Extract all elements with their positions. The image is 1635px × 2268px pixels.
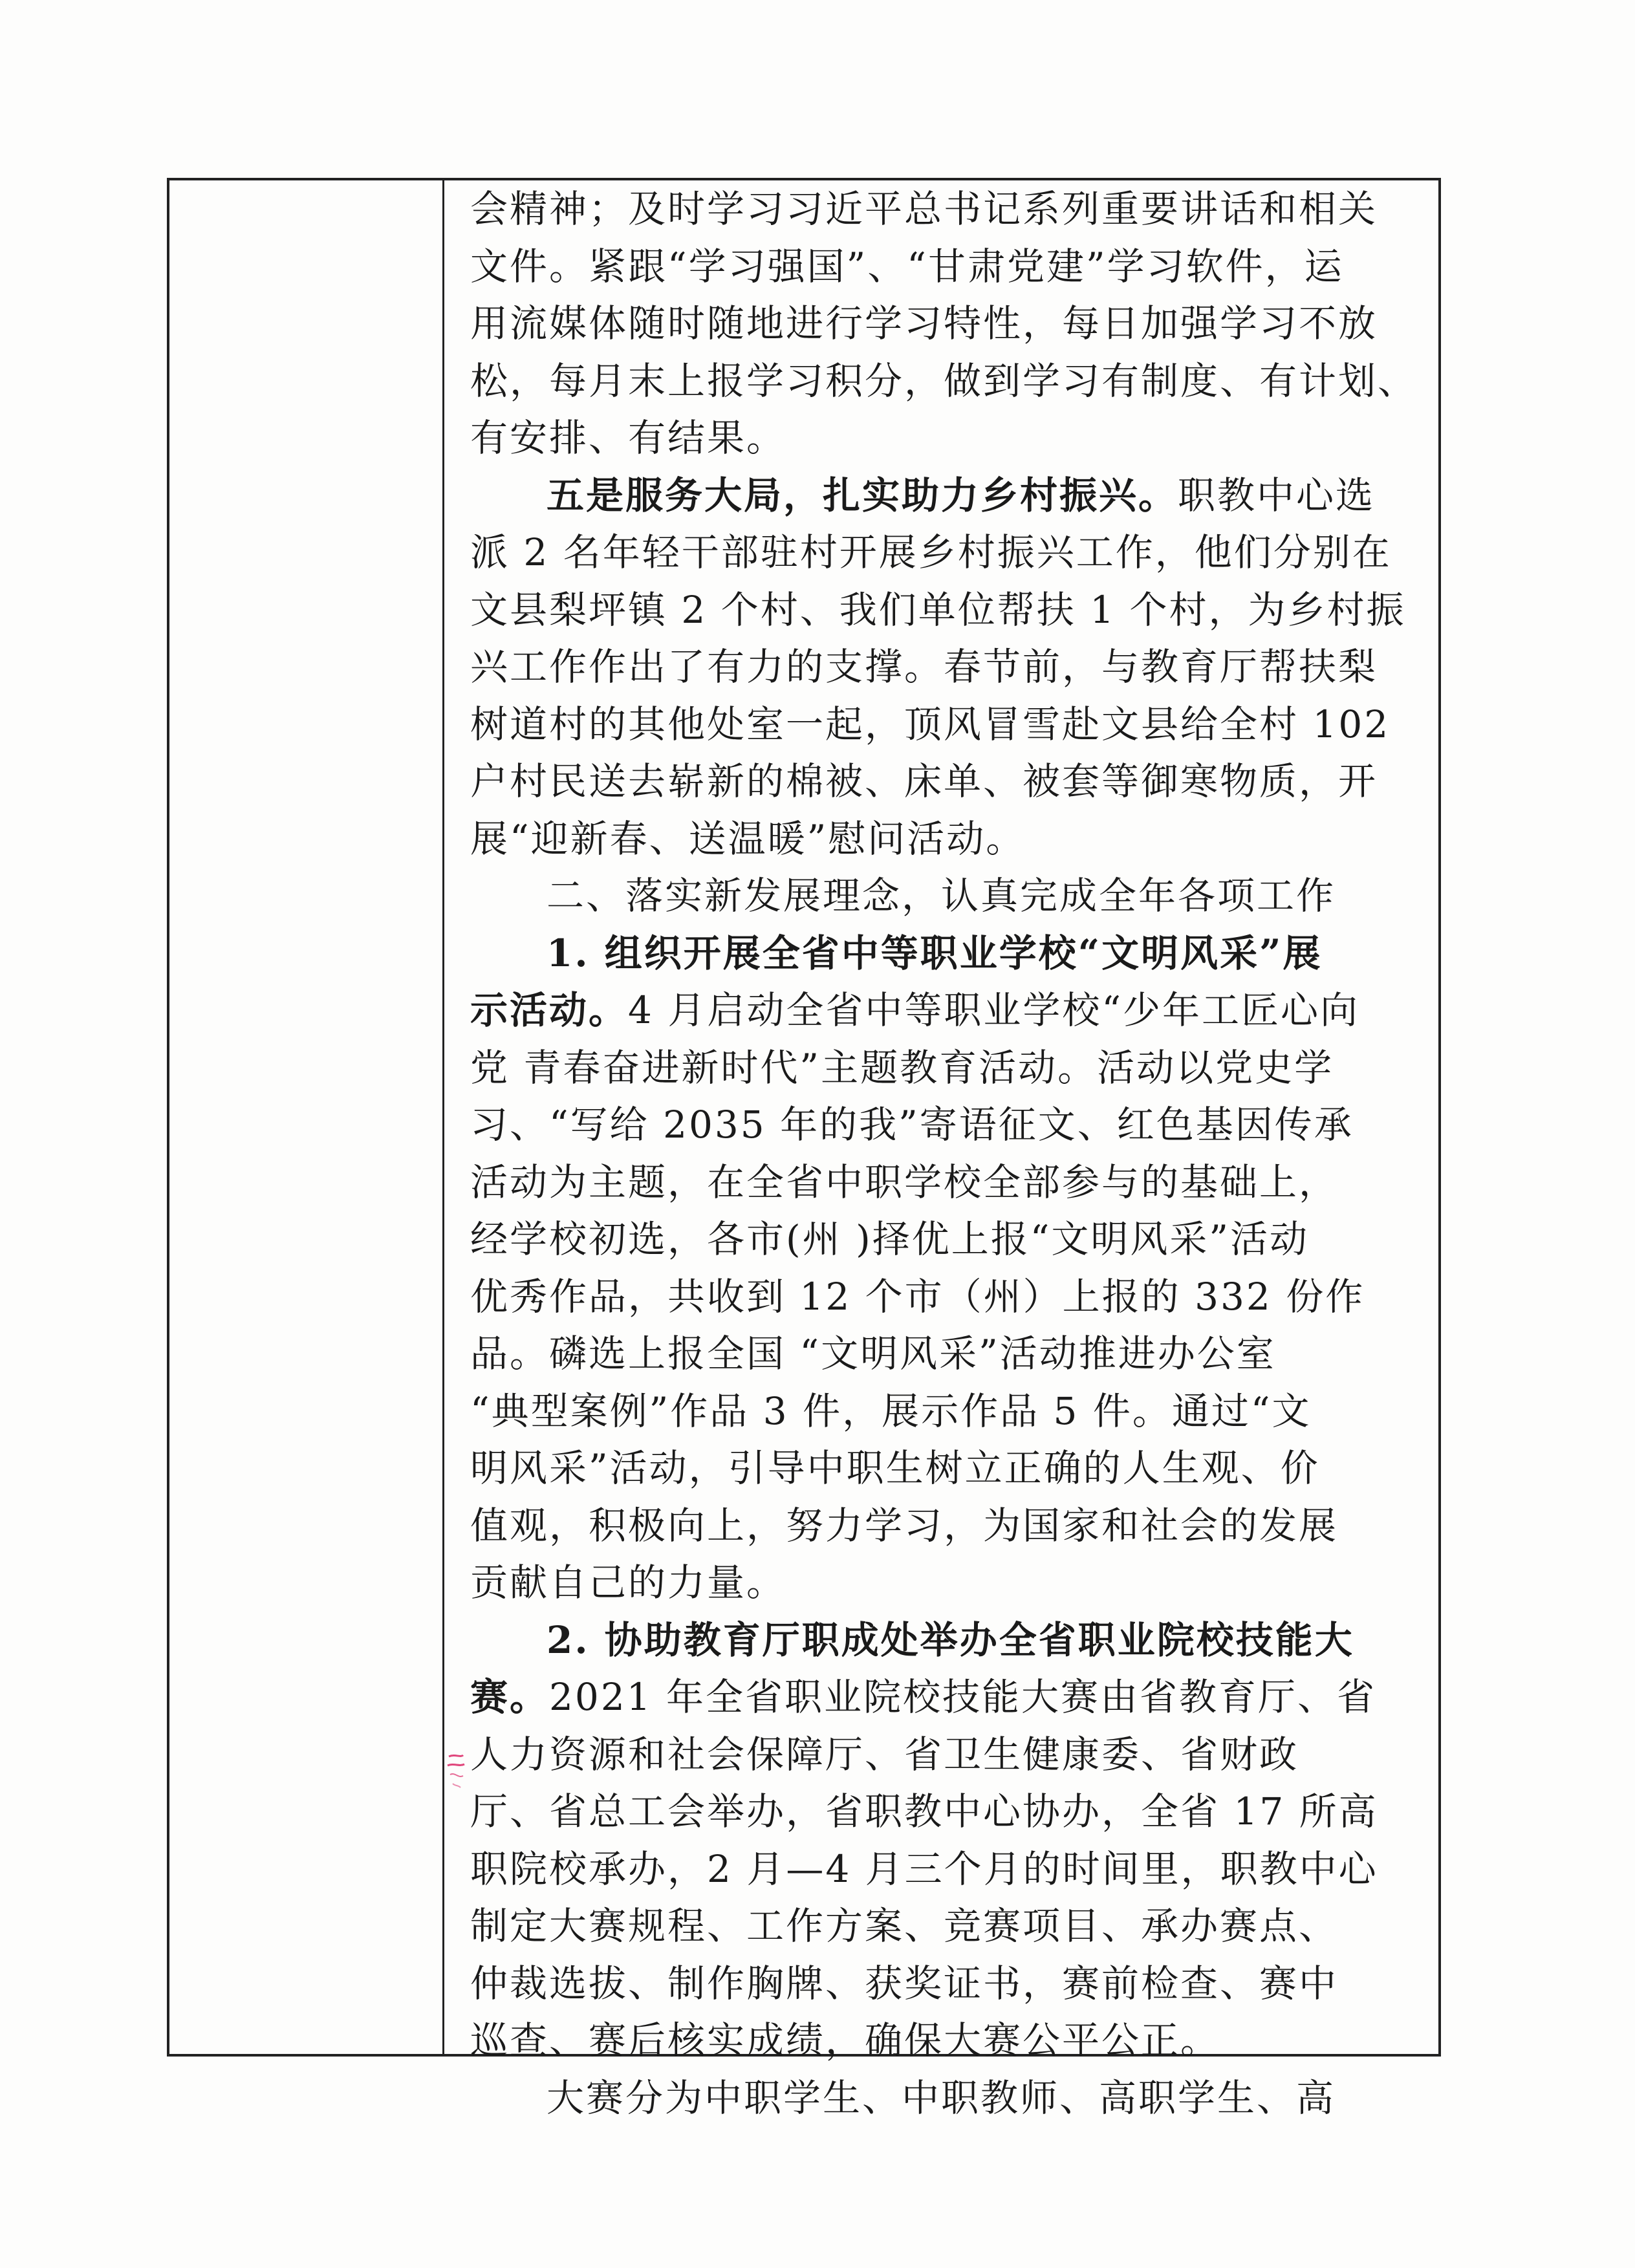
table-content-column xyxy=(444,180,1438,2120)
text-line: 人力资源和社会保障厅、省卫生健康委、省财政 xyxy=(470,1732,1299,1777)
text-line: 活动为主题，在全省中职学校全部参与的基础上， xyxy=(470,1160,1339,1204)
text-line xyxy=(470,1612,1437,1669)
text-line: 文件。紧跟“学习强国”、“甘肃党建”学习软件，运 xyxy=(470,244,1344,288)
text-line: 会精神；及时学习习近平总书记系列重要讲话和相关 xyxy=(470,187,1378,231)
text-line: 党 青春奋进新时代”主题教育活动。活动以党史学 xyxy=(470,1045,1334,1090)
text-line: 五是服务大局，扎实助力乡村振兴。职教中心选 xyxy=(547,473,1376,517)
text-line: 明风采”活动，引导中职生树立正确的人生观、价 xyxy=(470,1446,1320,1490)
text-line: 贡献自己的力量。 xyxy=(470,1561,786,1604)
text-line: 习、“写给 2035 年的我”寄语征文、红色基因传承 xyxy=(470,1103,1354,1147)
text-line: 派 2 名年轻干部驻村开展乡村振兴工作，他们分别在 xyxy=(470,530,1392,574)
text-line: 赛。2021 年全省职业院校技能大赛由省教育厅、省 xyxy=(470,1675,1377,1719)
text-line: 品。磷选上报全国 “文明风采”活动推进办公室 xyxy=(470,1332,1276,1376)
text-line: 制定大赛规程、工作方案、竞赛项目、承办赛点、 xyxy=(470,1904,1339,1948)
text-line: 大赛分为中职学生、中职教师、高职学生、高 xyxy=(547,2075,1336,2120)
paragraph-heading: 五是服务大局，扎实助力乡村振兴。 xyxy=(547,473,1178,517)
paragraph-heading: 2. 协助教育厅职成处举办全省职业院校技能大 xyxy=(547,1617,1354,1662)
text-line: 展“迎新春、送温暖”慰问活动。 xyxy=(470,816,1026,861)
report-body-text xyxy=(470,180,1437,2126)
paragraph-heading: 赛。 xyxy=(470,1675,550,1719)
text-line: “典型案例”作品 3 件，展示作品 5 件。通过“文 xyxy=(470,1388,1312,1433)
section-heading: 二、落实新发展理念，认真完成全年各项工作 xyxy=(547,874,1336,918)
text-line: 用流媒体随时随地进行学习特性，每日加强学习不放 xyxy=(470,301,1378,345)
text-line: 职院校承办，2 月—4 月三个月的时间里，职教中心 xyxy=(470,1846,1378,1891)
pen-mark-icon xyxy=(446,1753,466,1791)
report-table xyxy=(167,178,1441,2120)
text-line: 优秀作品，共收到 12 个市（州）上报的 332 份作 xyxy=(470,1274,1365,1319)
table-label-column xyxy=(169,180,444,2054)
text-line: 巡查、赛后核实成绩，确保大赛公平公正。 xyxy=(470,2018,1220,2062)
text-line: 有安排、有结果。 xyxy=(470,416,786,460)
paragraph-heading: 示活动。 xyxy=(470,988,629,1032)
text-line: 仲裁选拔、制作胸牌、获奖证书，赛前检查、赛中 xyxy=(470,1961,1339,2005)
text-line: 户村民送去崭新的棉被、床单、被套等御寒物质，开 xyxy=(470,759,1378,803)
paragraph-heading: 1. 组织开展全省中等职业学校“文明风采”展 xyxy=(547,931,1323,975)
text-line: 松，每月末上报学习积分，做到学习有制度、有计划、 xyxy=(470,358,1418,403)
text-line: 厅、省总工会举办，省职教中心协办，全省 17 所高 xyxy=(470,1789,1378,1833)
text-line: 值观，积极向上，努力学习，为国家和社会的发展 xyxy=(470,1503,1339,1548)
text-line xyxy=(470,925,1437,982)
text-line: 树道村的其他处室一起，顶风冒雪赴文县给全村 102 xyxy=(470,702,1391,746)
text-line: 文县梨坪镇 2 个村、我们单位帮扶 1 个村，为乡村振 xyxy=(470,587,1406,632)
text-line: 兴工作作出了有力的支撑。春节前，与教育厅帮扶梨 xyxy=(470,645,1378,689)
text-line: 经学校初选，各市(州 )择优上报“文明风采”活动 xyxy=(470,1217,1309,1261)
text-line: 示活动。4 月启动全省中等职业学校“少年工匠心向 xyxy=(470,988,1360,1032)
